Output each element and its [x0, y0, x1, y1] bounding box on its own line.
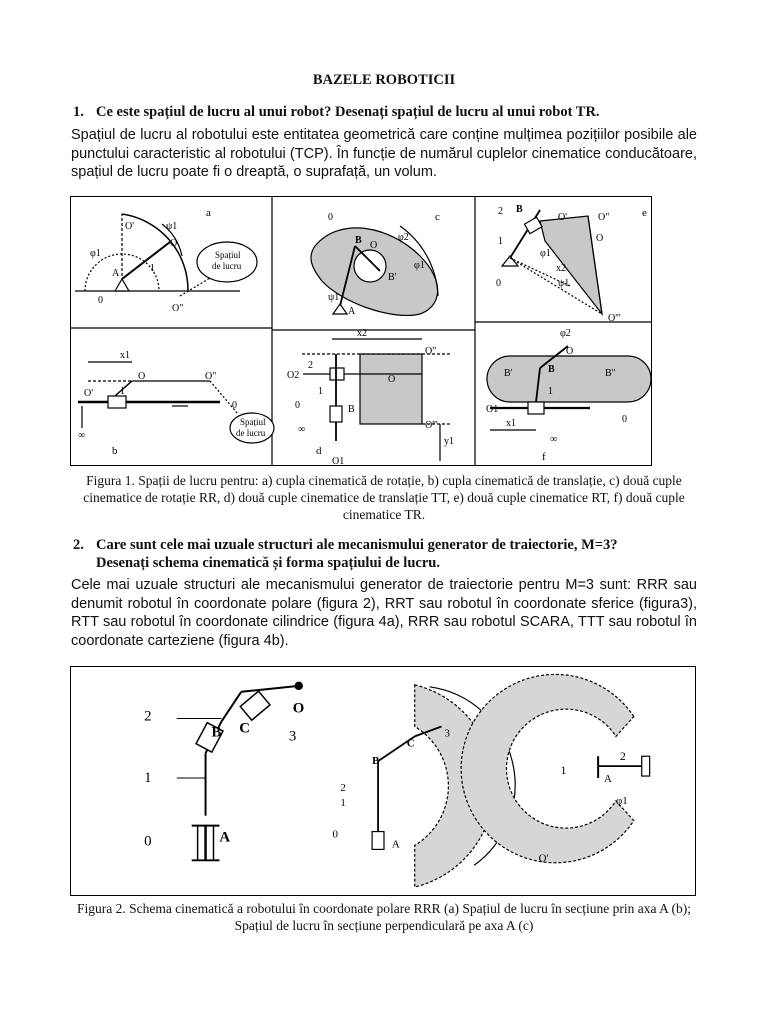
label-d-x2: x2 [357, 328, 367, 339]
label-d-y1: y1 [444, 436, 454, 447]
label-e-0: 0 [496, 278, 501, 289]
label-b-workspace-2: de lucru [236, 428, 266, 438]
fig2-label-1: 1 [144, 769, 152, 786]
label-b-o2: O" [205, 371, 217, 382]
panel-d-diagram [302, 339, 450, 461]
fig2-label-b: B [211, 724, 222, 741]
label-d-o2b: O" [425, 346, 437, 357]
fig2-c-label-2: 2 [619, 749, 626, 764]
label-d-o3: O''' [425, 420, 438, 431]
paragraph-1: Spațiul de lucru al robotului este entitatea geometrică care conține mulțimea pozițiilor posibile ale punctului caracteristic al robotului (TCP). În funcție de numărul cuplelor cinematice conducătoare, spațiul de lucru poate fi o dreaptă, o suprafață, un volum. [71, 127, 697, 180]
label-c-b: B [355, 235, 362, 246]
label-f-b1: B' [504, 368, 513, 379]
fig2-b-label-c: C [406, 737, 415, 750]
paragraph-2: Cele mai uzuale structuri ale mecanismului generator de traiectorie pentru M=3 sunt: RRR sau denumit robotul în coordonate polare (figura 2), RRT sau robotul în coordonate sferice (figura3), RTT sau robotul în coordonate cilindrice (figura 4a), RRR sau robotul SCARA, TTT sau robotul în coordonate carteziene (figura 4b). [71, 577, 697, 649]
fig2-c-label-a: A [604, 772, 612, 785]
label-c-b1: B' [388, 272, 397, 283]
label-f-o: O [566, 346, 574, 357]
label-b-o1: O' [84, 388, 94, 399]
label-e-1: 1 [498, 236, 503, 247]
label-f-0: 0 [622, 414, 627, 425]
label-b-x1: x1 [120, 350, 130, 361]
label-d-2: 2 [308, 360, 313, 371]
label-a-phi1: φ1 [90, 248, 101, 259]
fig2-label-2: 2 [144, 708, 152, 725]
label-e-o1: O' [558, 212, 568, 223]
label-c-o: O [370, 240, 378, 251]
panel-e-diagram [502, 210, 602, 314]
label-d-inf: ∞ [298, 424, 306, 435]
label-a-o: O [170, 238, 178, 249]
label-f-b: B [548, 364, 555, 375]
label-a-workspace-2: de lucru [212, 261, 242, 271]
label-f-b2: B" [605, 368, 616, 379]
fig2-b-label-b: B [372, 755, 380, 768]
label-d-o1: O1 [332, 456, 345, 466]
fig2-b-label-1: 1 [340, 796, 346, 809]
label-d-b: B [348, 404, 355, 415]
fig2-c-label-phi1: φ1 [615, 794, 628, 807]
label-f: f [542, 451, 546, 463]
label-c-0: 0 [328, 212, 333, 223]
label-a: a [206, 207, 211, 219]
label-c-phi1: φ1 [414, 260, 425, 271]
label-b-workspace-1: Spațiul [240, 417, 266, 427]
label-a-o2: O" [172, 303, 184, 314]
label-a-a: A [112, 268, 120, 279]
fig2-b-label-0: 0 [332, 828, 338, 841]
figure-2-part-a [177, 682, 302, 860]
label-f-phi2: φ2 [560, 328, 571, 339]
fig2-label-a: A [219, 829, 231, 846]
label-c-psi1: ψ1 [328, 292, 340, 303]
label-f-x1: x1 [506, 418, 516, 429]
label-d-1: 1 [318, 386, 323, 397]
label-b: b [112, 445, 118, 457]
question-2-number: 2. [73, 537, 84, 553]
label-a-workspace-1: Spațiul [215, 250, 241, 260]
label-c-a: A [348, 306, 356, 317]
label-b-0: 0 [232, 400, 237, 411]
label-e-phi1: φ1 [540, 248, 551, 259]
figure-2 [70, 666, 696, 896]
page-title: BAZELE ROBOTICII [312, 72, 456, 88]
fig2-b-label-a: A [391, 838, 400, 851]
figure-2-part-c [461, 674, 650, 865]
question-2-line-1: Care sunt cele mai uzuale structuri ale mecanismului generator de traiectorie, M=3? [96, 537, 618, 553]
label-b-1: 1 [120, 386, 125, 397]
label-a-0: 0 [98, 295, 103, 306]
label-e-b: B [516, 204, 523, 215]
fig2-label-3: 3 [288, 728, 297, 745]
fig2-label-o: O [292, 700, 305, 717]
fig2-c-label-o: O' [538, 852, 549, 865]
label-e-o3: O''' [608, 313, 621, 324]
label-f-o1: O1 [486, 404, 499, 415]
fig2-b-label-3: 3 [444, 727, 450, 740]
question-1 [73, 103, 706, 121]
label-f-inf: ∞ [550, 434, 558, 445]
label-d-0: 0 [295, 400, 300, 411]
fig2-label-c: C [239, 720, 250, 737]
label-d: d [316, 445, 322, 457]
label-c-phi2: φ2 [398, 232, 409, 243]
label-a-psi1: ψ1 [166, 221, 178, 232]
question-1-text: Ce este spațiul de lucru al unui robot? Desenați spațiul de lucru al unui robot TR. [96, 104, 600, 120]
label-a-1: 1 [150, 263, 155, 274]
label-d-o2: O2 [287, 370, 300, 381]
fig2-b-label-2: 2 [340, 781, 346, 794]
question-2 [73, 536, 706, 572]
label-e-psi1: ψ1 [558, 278, 570, 289]
label-b-o: O [138, 371, 146, 382]
fig2-c-label-1: 1 [560, 763, 567, 778]
label-e-x2: x2 [556, 263, 566, 274]
question-2-line-2: Desenați schema cinematică și forma spațiului de lucru. [96, 555, 440, 571]
label-e-o: O [596, 233, 604, 244]
label-e-o2: O" [598, 212, 610, 223]
label-f-1: 1 [548, 386, 553, 397]
figure-1-caption: Figura 1. Spații de lucru pentru: a) cupla cinematică de rotație, b) cupla cinematică de translație, c) două cuple cinematice de rotație RR, d) două cuple cinematice de translație TT, e) două cuple cinematice RT, f) două cuple cinematice TR. [83, 473, 685, 522]
label-d-o: O [388, 374, 396, 385]
fig2-label-0: 0 [144, 833, 152, 850]
question-1-number: 1. [73, 104, 84, 120]
label-e: e [642, 207, 647, 219]
figure-2-caption: Figura 2. Schema cinematică a robotului în coordonate polare RRR (a) Spațiul de lucru în secțiune prin axa A (b); Spațiul de lucru în secțiune perpendiculară pe axa A (c) [76, 901, 692, 933]
label-b-inf: ∞ [78, 430, 86, 441]
figure-1 [70, 196, 652, 466]
label-e-2: 2 [498, 206, 503, 217]
label-c: c [435, 211, 440, 223]
label-a-o1: O' [125, 221, 135, 232]
